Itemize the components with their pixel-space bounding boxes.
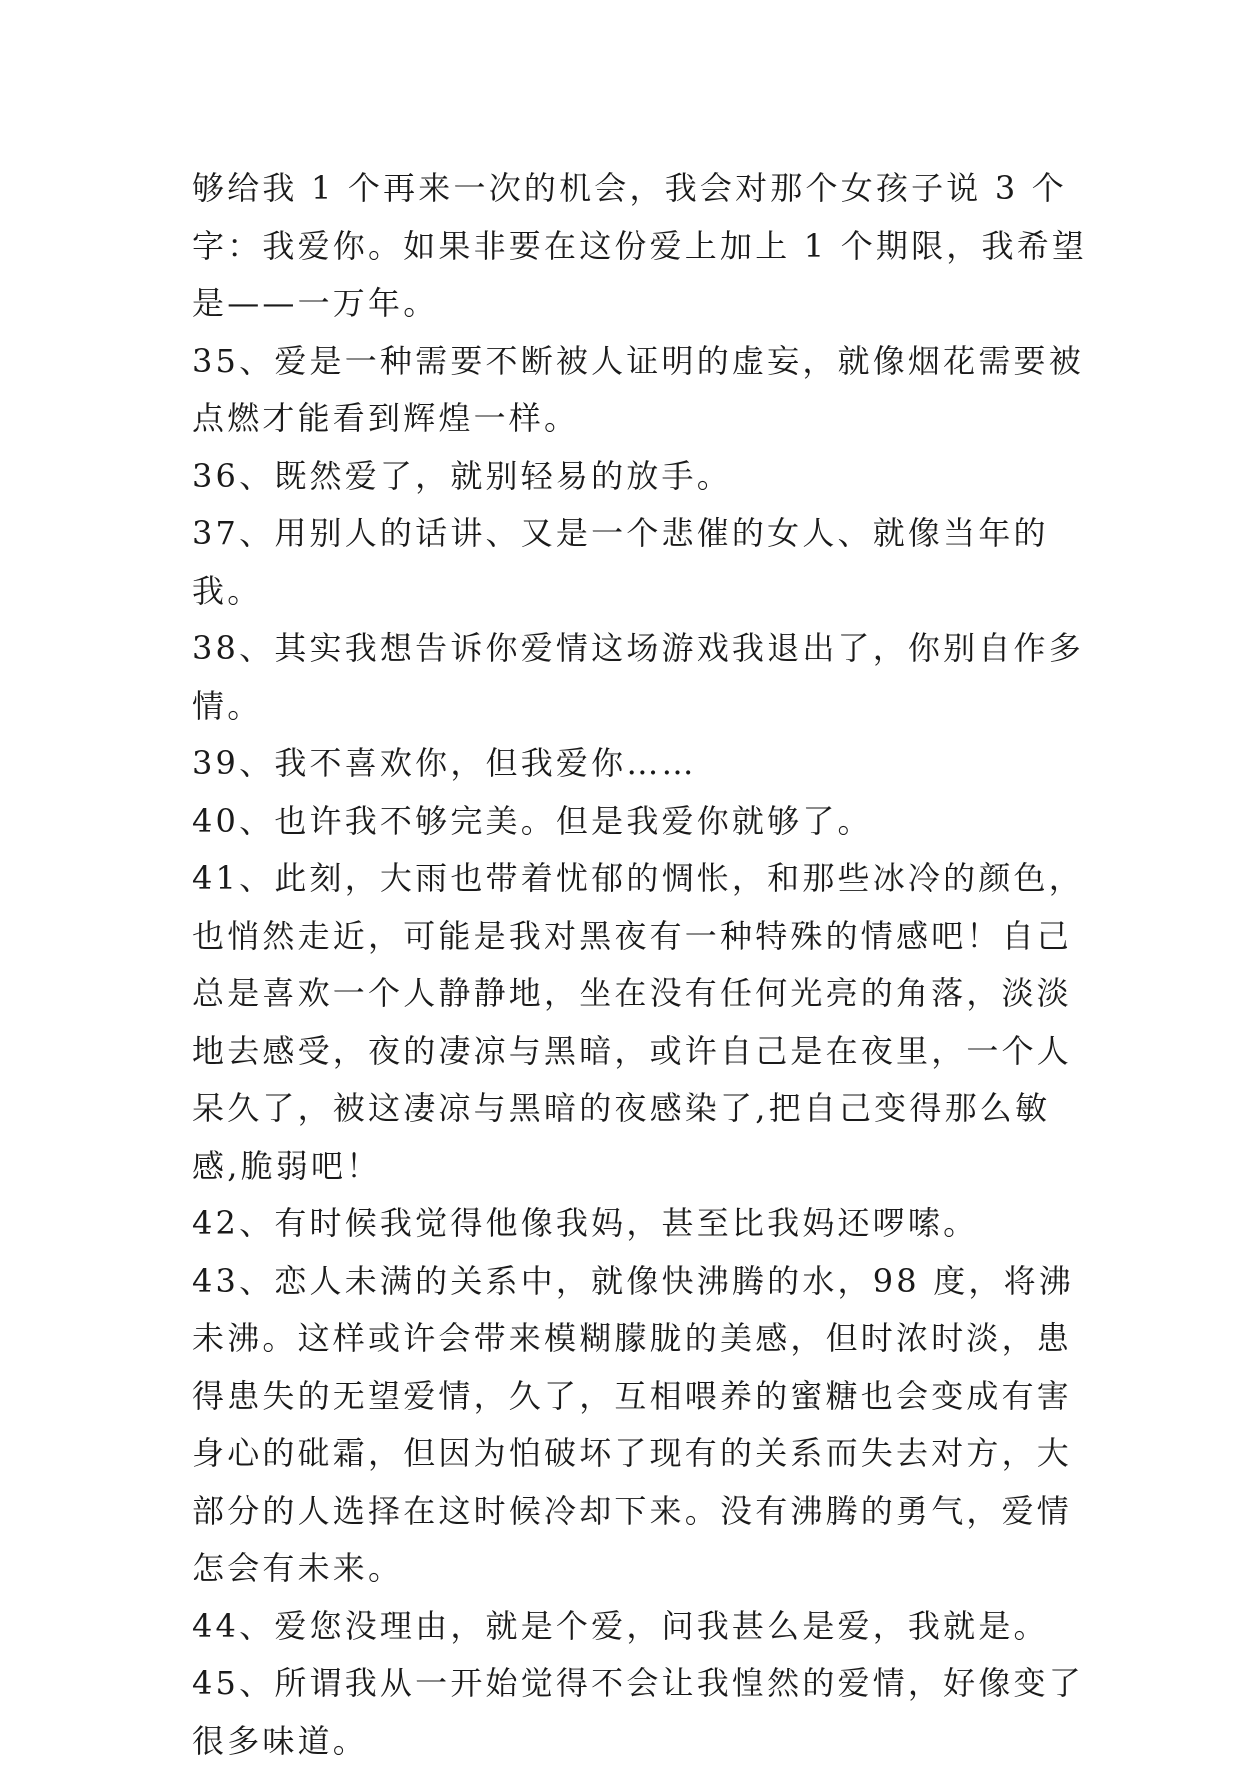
document-body [192,160,1092,1770]
paragraph-40: 40、也许我不够完美。但是我爱你就够了。 [192,801,873,840]
paragraph-43: 43、恋人未满的关系中，就像快沸腾的水，98 度，将沸未沸。这样或许会带来模糊朦胧的美感，但时浓时淡，患得患失的无望爱情，久了，互相喂养的蜜糖也会变成有害身心的砒霜，但因为怕破坏了现有的关系而失去对方，大部分的人选择在这时候冷却下来。没有沸腾的勇气，爱情怎会有未来。 [192,1261,1075,1587]
paragraph-36: 36、既然爱了，就别轻易的放手。 [192,456,732,495]
paragraph-45: 45、所谓我从一开始觉得不会让我惶然的爱情，好像变了很多味道。 [192,1664,1084,1760]
paragraph-37: 37、用别人的话讲、又是一个悲催的女人、就像当年的我。 [192,514,1049,610]
paragraph-39: 39、我不喜欢你，但我爱你…… [192,744,697,782]
paragraph-44: 44、爱您没理由，就是个爱，问我甚么是爱，我就是。 [192,1606,1049,1645]
paragraph-38: 38、其实我想告诉你爱情这场游戏我退出了，你别自作多情。 [192,629,1084,725]
paragraph-41: 41、此刻，大雨也带着忧郁的惆怅，和那些冰冷的颜色，也悄然走近，可能是我对黑夜有一种特殊的情感吧！自己总是喜欢一个人静静地，坐在没有任何光亮的角落，淡淡地去感受，夜的凄凉与黑暗，或许自己是在夜里，一个人呆久了，被这凄凉与黑暗的夜感染了,把自己变得那么敏感,脆弱吧！ [192,859,1084,1185]
paragraph-35: 35、爱是一种需要不断被人证明的虚妄，就像烟花需要被点燃才能看到辉煌一样。 [192,341,1084,437]
paragraph-42: 42、有时候我觉得他像我妈，甚至比我妈还啰嗦。 [192,1204,979,1242]
paragraph-continuation: 够给我 1 个再来一次的机会，我会对那个女孩子说 3 个字：我爱你。如果非要在这份爱上加上 1 个期限，我希望是——一万年。 [192,169,1088,322]
